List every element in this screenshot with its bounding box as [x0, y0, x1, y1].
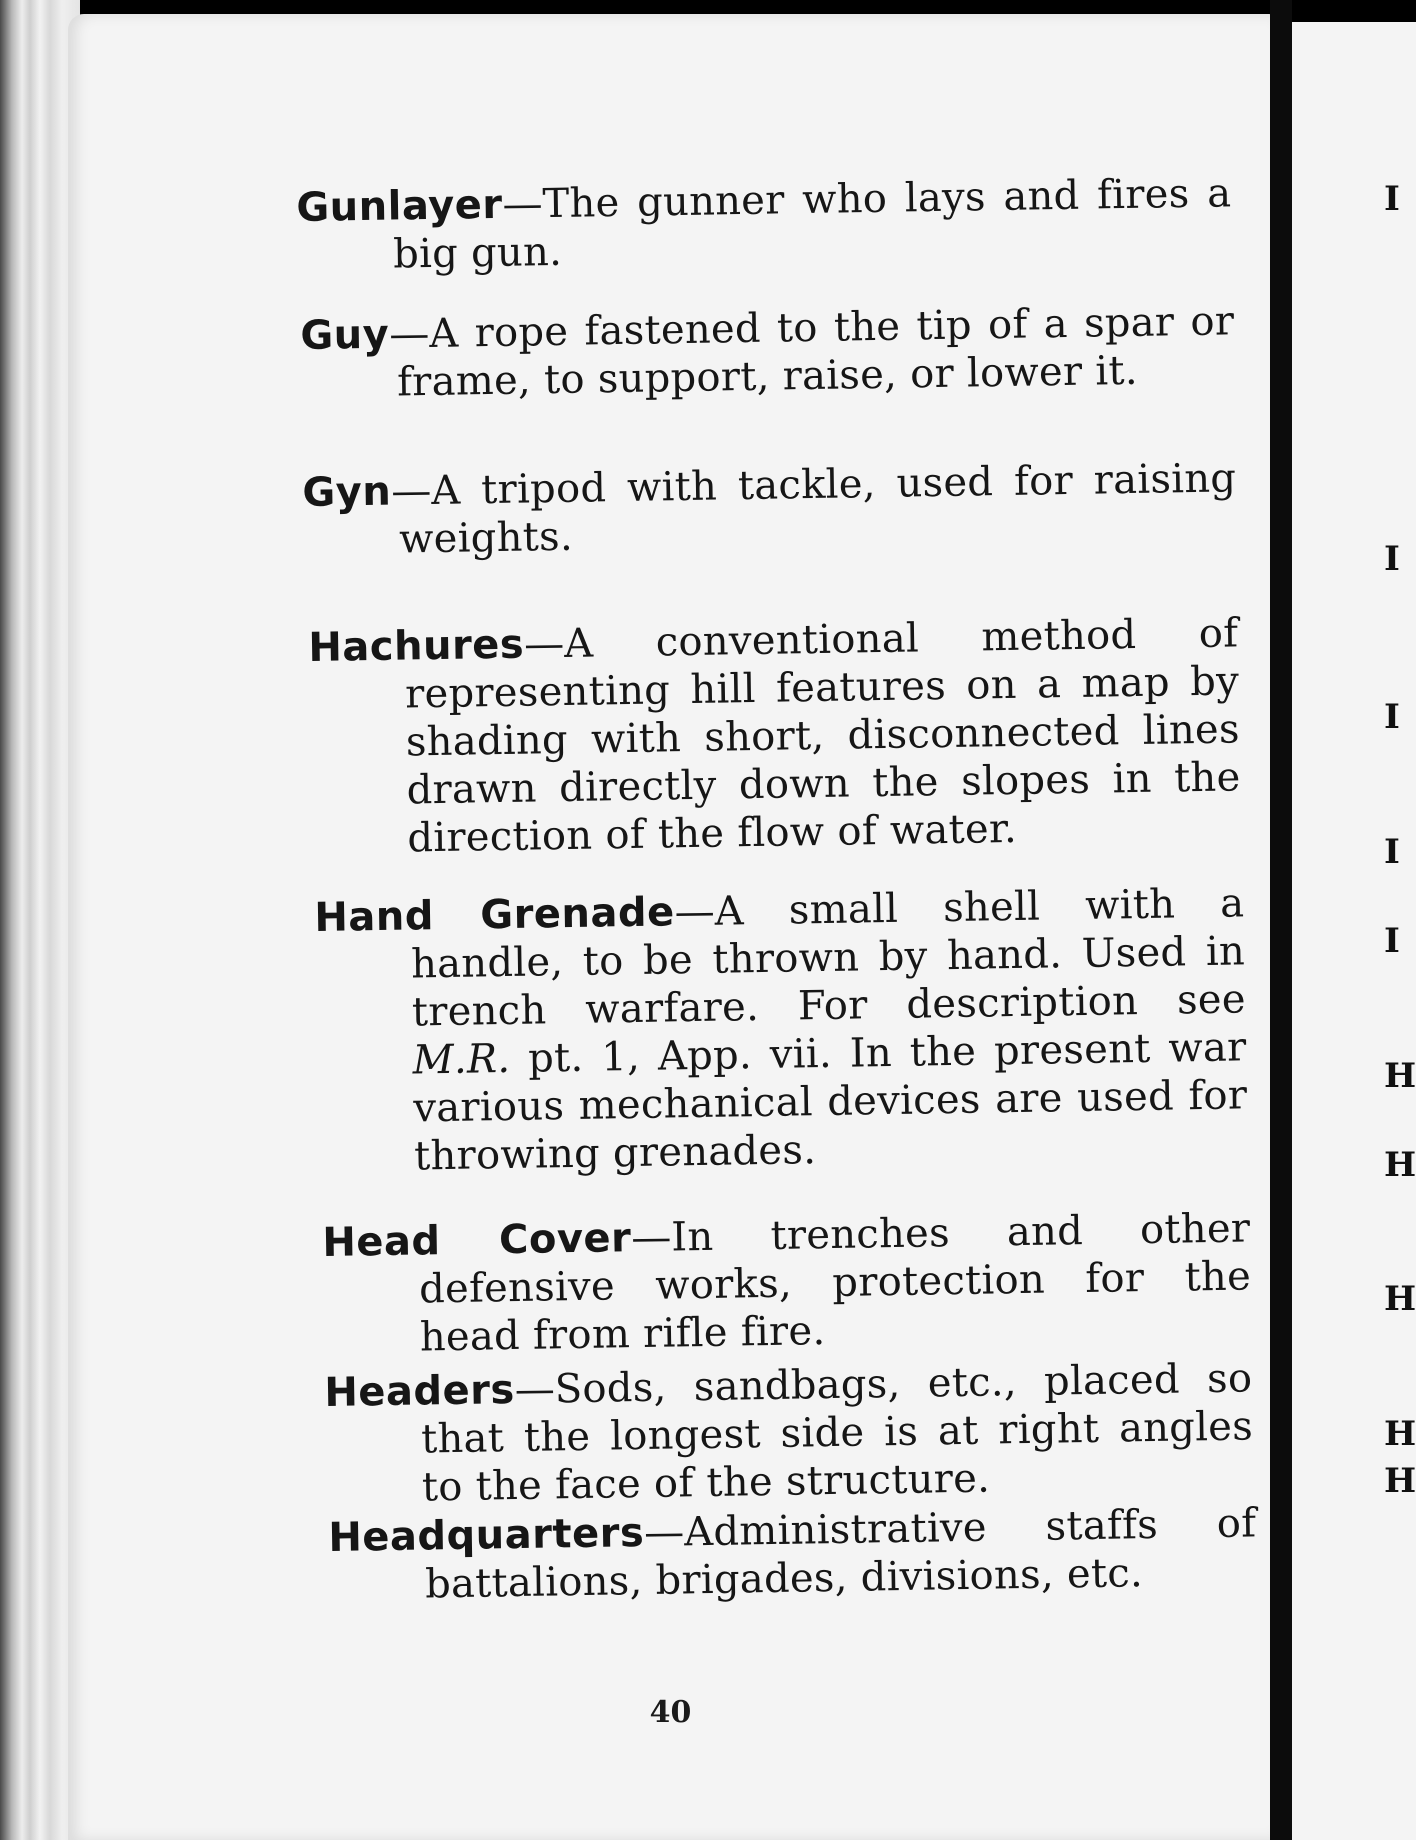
glossary-entry-hachures — [308, 609, 1242, 864]
entry-dash: — — [630, 1214, 672, 1262]
glossary-entry-gyn — [302, 454, 1237, 565]
entry-term: Gunlayer — [296, 181, 503, 231]
book-page — [68, 14, 1273, 1840]
entry-definition: A tripod with tackle, used for raising weights. — [398, 455, 1237, 563]
adjacent-page-letter: H — [1384, 1414, 1416, 1454]
glossary-entry-guy — [300, 297, 1235, 408]
entry-reference: M.R. — [412, 1035, 511, 1084]
entry-dash: — — [514, 1366, 556, 1414]
entry-dash: — — [523, 620, 565, 668]
entry-dash: — — [390, 467, 432, 515]
adjacent-page-letter: I — [1384, 832, 1400, 872]
adjacent-page-letter: H — [1384, 1145, 1416, 1185]
adjacent-page-letter: I — [1384, 697, 1400, 737]
entry-dash: — — [674, 888, 716, 936]
entry-term: Head Cover — [322, 1215, 632, 1266]
entry-term: Guy — [300, 311, 390, 359]
entry-term: Hand Grenade — [314, 889, 676, 941]
entry-dash: — — [643, 1509, 685, 1557]
adjacent-page-letter: H — [1384, 1279, 1416, 1319]
adjacent-page-letter: I — [1384, 921, 1400, 961]
adjacent-page-letter: H — [1384, 1056, 1416, 1096]
glossary-entry-headers — [324, 1354, 1254, 1513]
adjacent-page-letter: I — [1384, 179, 1400, 219]
adjacent-page — [1292, 22, 1416, 1840]
entry-term: Headquarters — [328, 1510, 645, 1561]
entry-term: Headers — [324, 1367, 516, 1416]
book-gutter — [1270, 0, 1292, 1840]
entry-definition: A conventional method of representing hill features on a map by shading with short, disconnected lines drawn directly down the slopes in the direction of the flow of water. — [404, 610, 1241, 862]
entry-dash: — — [502, 181, 543, 228]
entry-definition-b: pt. 1, App. vii. In the present war various mechanical devices are used for throwing grenades. — [413, 1024, 1248, 1180]
adjacent-page-letter: H — [1384, 1461, 1416, 1501]
entry-definition: Sods, sandbags, etc., placed so that the longest side is at right angles to the face of the structure. — [420, 1355, 1254, 1511]
glossary-entry-head-cover — [322, 1204, 1252, 1363]
entry-term: Gyn — [302, 468, 392, 516]
adjacent-page-letter: I — [1384, 539, 1400, 579]
glossary-entry-gunlayer — [296, 169, 1232, 280]
entry-dash: — — [388, 310, 430, 358]
glossary-entry-hand-grenade — [314, 879, 1248, 1182]
glossary-entry-headquarters — [328, 1499, 1257, 1610]
entry-definition: In trenches and other defensive works, protection for the head from rifle fire. — [418, 1205, 1252, 1361]
entry-definition: A rope fastened to the tip of a spar or frame, to support, raise, or lower it. — [396, 298, 1235, 406]
page-number: 40 — [649, 1695, 692, 1730]
entry-definition: The gunner who lays and fires a big gun. — [392, 170, 1232, 278]
entry-term: Hachures — [308, 621, 525, 671]
entry-definition-a: A small shell with a handle, to be thrown by hand. Used in trench warfare. For description see — [410, 880, 1247, 1036]
entry-definition: Administrative staffs of battalions, brigades, divisions, etc. — [424, 1500, 1257, 1608]
